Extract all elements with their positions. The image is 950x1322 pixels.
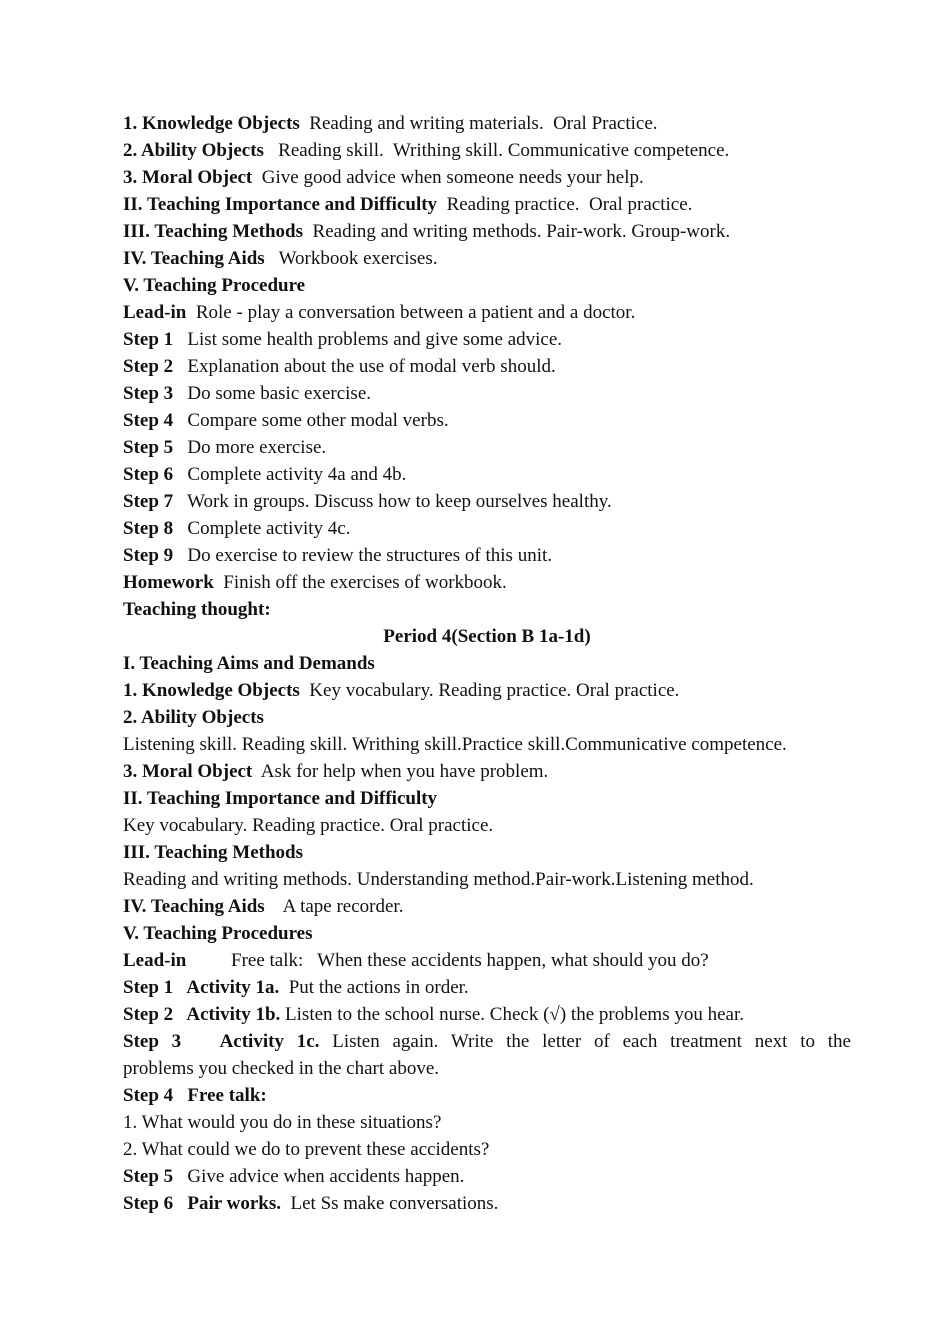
step-6-line: Step 6 Pair works. Let Ss make conversations. bbox=[123, 1193, 499, 1214]
document-line bbox=[123, 245, 851, 272]
line-text: Do more exercise. bbox=[173, 437, 327, 458]
line-text: Compare some other modal verbs. bbox=[173, 410, 449, 431]
ability-objects-text: Listening skill. Reading skill. Writhing skill.Practice skill.Communicative competence. bbox=[123, 734, 787, 755]
line-label: 3. Moral Object bbox=[123, 167, 253, 188]
methods-text: Reading and writing methods. Understanding method.Pair-work.Listening method. bbox=[123, 869, 754, 890]
line-label: Step 6 bbox=[123, 464, 174, 485]
aids-line: IV. Teaching Aids A tape recorder. bbox=[123, 896, 404, 917]
line-text: Reading practice. Oral practice. bbox=[437, 194, 693, 215]
line-text: Reading skill. Writhing skill. Communicative competence. bbox=[263, 140, 730, 161]
document-line bbox=[123, 272, 851, 299]
question-1: 1. What would you do in these situations? bbox=[123, 1112, 442, 1133]
document-line bbox=[123, 569, 851, 596]
document-line bbox=[123, 191, 851, 218]
line-text: Finish off the exercises of workbook. bbox=[213, 572, 507, 593]
line-label: Step 8 bbox=[123, 518, 174, 539]
line-text: List some health problems and give some advice. bbox=[173, 329, 563, 350]
importance-text: Key vocabulary. Reading practice. Oral practice. bbox=[123, 815, 494, 836]
line-label: Step 2 bbox=[123, 356, 174, 377]
document-line bbox=[123, 434, 851, 461]
procedures-heading: V. Teaching Procedures bbox=[123, 923, 313, 944]
step-2-line: Step 2 Activity 1b. Listen to the school nurse. Check (√) the problems you hear. bbox=[123, 1004, 744, 1025]
line-label: Step 5 bbox=[123, 437, 174, 458]
document-line bbox=[123, 299, 851, 326]
line-text: Complete activity 4c. bbox=[173, 518, 351, 539]
line-text: Work in groups. Discuss how to keep ourselves healthy. bbox=[173, 491, 612, 512]
document-line bbox=[123, 596, 851, 623]
step-4-line: Step 4 Free talk: bbox=[123, 1085, 267, 1106]
step-1-line: Step 1 Activity 1a. Put the actions in order. bbox=[123, 977, 469, 998]
document-line bbox=[123, 542, 851, 569]
line-label: 1. Knowledge Objects bbox=[123, 113, 300, 134]
line-label: Step 1 bbox=[123, 329, 174, 350]
document-line bbox=[123, 218, 851, 245]
line-label: Step 4 bbox=[123, 410, 174, 431]
line-label: III. Teaching Methods bbox=[123, 221, 304, 242]
line-text: Role - play a conversation between a patient and a doctor. bbox=[186, 302, 636, 323]
step-5-line: Step 5 Give advice when accidents happen. bbox=[123, 1166, 465, 1187]
document-line bbox=[123, 380, 851, 407]
document-line bbox=[123, 461, 851, 488]
document-line bbox=[123, 353, 851, 380]
methods-heading: III. Teaching Methods bbox=[123, 842, 304, 863]
line-text: Workbook exercises. bbox=[264, 248, 438, 269]
ability-objects-heading: 2. Ability Objects bbox=[123, 707, 264, 728]
line-label: Teaching thought: bbox=[123, 599, 271, 620]
line-text: Do some basic exercise. bbox=[173, 383, 372, 404]
line-label: Step 3 bbox=[123, 383, 174, 404]
line-label: 2. Ability Objects bbox=[123, 140, 264, 161]
line-label: Step 7 bbox=[123, 491, 174, 512]
question-2: 2. What could we do to prevent these accidents? bbox=[123, 1139, 490, 1160]
document-page bbox=[123, 110, 851, 1217]
line-text: Explanation about the use of modal verb should. bbox=[173, 356, 556, 377]
lead-in-line: Lead-in Free talk: When these accidents happen, what should you do? bbox=[123, 950, 709, 971]
moral-object-line: 3. Moral Object Ask for help when you have problem. bbox=[123, 761, 549, 782]
line-text: Complete activity 4a and 4b. bbox=[173, 464, 407, 485]
period3-section bbox=[123, 110, 851, 623]
line-text: Reading and writing methods. Pair-work. Group-work. bbox=[303, 221, 731, 242]
knowledge-objects-line: 1. Knowledge Objects Key vocabulary. Reading practice. Oral practice. bbox=[123, 680, 680, 701]
period-title: Period 4(Section B 1a-1d) bbox=[383, 626, 591, 647]
line-label: Homework bbox=[123, 572, 214, 593]
line-text: Give good advice when someone needs your help. bbox=[252, 167, 644, 188]
aims-heading: I. Teaching Aims and Demands bbox=[123, 653, 375, 674]
document-line bbox=[123, 326, 851, 353]
line-label: Lead-in bbox=[123, 302, 187, 323]
importance-heading: II. Teaching Importance and Difficulty bbox=[123, 788, 438, 809]
document-line bbox=[123, 110, 851, 137]
line-label: II. Teaching Importance and Difficulty bbox=[123, 194, 438, 215]
line-label: V. Teaching Procedure bbox=[123, 275, 306, 296]
document-line bbox=[123, 137, 851, 164]
line-label: IV. Teaching Aids bbox=[123, 248, 265, 269]
document-line bbox=[123, 164, 851, 191]
line-text: Reading and writing materials. Oral Practice. bbox=[299, 113, 658, 134]
line-label: Step 9 bbox=[123, 545, 174, 566]
document-line bbox=[123, 488, 851, 515]
step-3-line: Step 3 Activity 1c. Listen again. Write the letter of each treatment next to the bbox=[123, 1031, 851, 1052]
document-line bbox=[123, 515, 851, 542]
document-line bbox=[123, 407, 851, 434]
line-text: Do exercise to review the structures of this unit. bbox=[173, 545, 552, 566]
step-3-continuation: problems you checked in the chart above. bbox=[123, 1058, 440, 1079]
